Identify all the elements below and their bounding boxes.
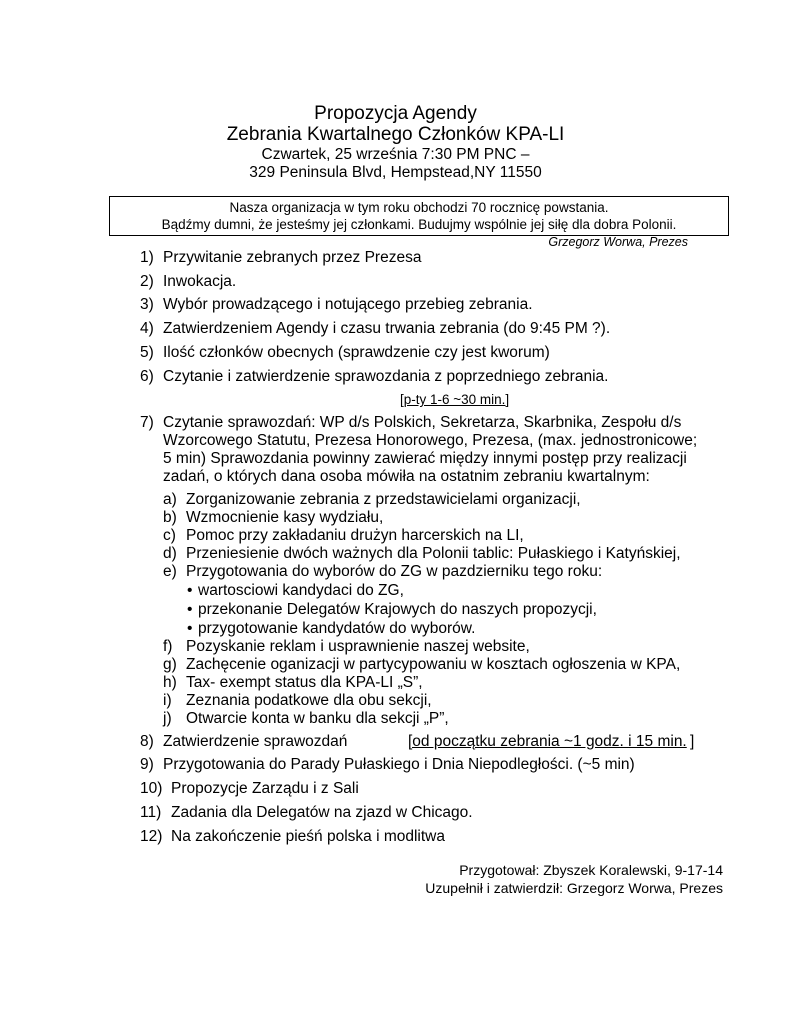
bullet-icon: • <box>187 601 193 618</box>
agenda-item-text: 5 min) Sprawozdania powinny zawierać między innymi postęp przy realizacji <box>163 450 687 467</box>
subitem-text: Pomoc przy zakładaniu drużyn harcerskich na LI, <box>186 527 524 544</box>
prepared-by: Przygotował: Zbyszek Koralewski, 9-17-14 <box>459 862 723 878</box>
agenda-item-number: 6) <box>140 368 154 385</box>
agenda-item-number: 2) <box>140 273 154 290</box>
notice-line-2: Bądźmy dumni, że jesteśmy jej członkami. Budujmy wspólnie jej siłę dla dobra Polonii. <box>161 217 677 232</box>
agenda-item-text: Zatwierdzenie sprawozdań <box>163 733 348 750</box>
agenda-item <box>140 249 154 267</box>
subitem-text: Zachęcenie oganizacji w partycypowaniu w kosztach ogłoszenia w KPA, <box>186 656 681 673</box>
subitem-letter: h) <box>163 674 177 691</box>
agenda-item-number: 3) <box>140 296 154 313</box>
subitem-text: Przygotowania do wyborów do ZG w pazdzierniku tego roku: <box>186 563 603 580</box>
agenda-item-number: 5) <box>140 344 154 361</box>
agenda-item-number: 8) <box>140 733 154 750</box>
notice-signature: Grzegorz Worwa, Prezes <box>548 235 688 249</box>
agenda-item-number: 11) <box>140 804 162 821</box>
subitem-letter: d) <box>163 545 177 562</box>
agenda-item-text: Zadania dla Delegatów na zjazd w Chicago. <box>171 804 473 821</box>
agenda-item-text: Na zakończenie pieśń polska i modlitwa <box>171 828 445 845</box>
agenda-item-number: 12) <box>140 828 163 845</box>
bullet-icon: • <box>187 582 193 599</box>
agenda-item-number: 9) <box>140 756 154 773</box>
agenda-item-number: 4) <box>140 320 154 337</box>
bullet-text: przekonanie Delegatów Krajowych do naszych propozycji, <box>198 601 597 618</box>
subitem-text: Tax- exempt status dla KPA-LI „S”, <box>186 674 423 691</box>
bullet-icon: • <box>187 620 193 637</box>
agenda-item-number: 7) <box>140 414 154 431</box>
agenda-item-text: zadań, o których dana osoba mówiła na ostatnim zebraniu kwartalnym: <box>163 468 650 485</box>
meeting-address: 329 Peninsula Blvd, Hempstead,NY 11550 <box>249 164 542 181</box>
agenda-item-text: Wybór prowadzącego i notującego przebieg zebrania. <box>163 296 533 313</box>
agenda-item-number: 10) <box>140 780 163 797</box>
subitem-letter: i) <box>163 692 172 709</box>
subitem-text: Wzmocnienie kasy wydziału, <box>186 509 384 526</box>
subitem-text: Zeznania podatkowe dla obu sekcji, <box>186 692 432 709</box>
agenda-item-text: Czytanie sprawozdań: WP d/s Polskich, Sekretarza, Skarbnika, Zespołu d/s <box>163 414 682 431</box>
time-note: [p-ty 1-6 ~30 min.] <box>400 392 510 407</box>
subitem-text: Pozyskanie reklam i usprawnienie naszej website, <box>186 638 530 655</box>
time-note: [od początku zebrania ~1 godz. i 15 min. <box>408 733 687 750</box>
notice-line-1: Nasza organizacja w tym roku obchodzi 70 rocznicę powstania. <box>229 200 609 215</box>
meeting-date: Czwartek, 25 września 7:30 PM PNC – <box>261 146 530 163</box>
bullet-text: wartosciowi kandydaci do ZG, <box>198 582 404 599</box>
agenda-item-text: Zatwierdzeniem Agendy i czasu trwania zebrania (do 9:45 PM ?). <box>163 320 611 337</box>
subitem-letter: f) <box>163 638 173 655</box>
agenda-item-text: Czytanie i zatwierdzenie sprawozdania z poprzedniego zebrania. <box>163 368 609 385</box>
subitem-letter: a) <box>163 491 177 508</box>
subitem-letter: j) <box>163 710 172 727</box>
agenda-item-text: Przywitanie zebranych przez Prezesa <box>163 249 422 266</box>
approved-by: Uzupełnił i zatwierdził: Grzegorz Worwa, Prezes <box>425 880 723 896</box>
agenda-item-text: Propozycje Zarządu i z Sali <box>171 780 359 797</box>
document-subtitle: Zebrania Kwartalnego Członków KPA-LI <box>226 124 565 145</box>
agenda-item-text: Wzorcowego Statutu, Prezesa Honorowego, Prezesa, (max. jednostronicowe; <box>163 432 698 449</box>
agenda-item-text: Inwokacja. <box>163 273 237 290</box>
agenda-item-text: Przygotowania do Parady Pułaskiego i Dnia Niepodległości. (~5 min) <box>163 756 635 773</box>
subitem-letter: c) <box>163 527 176 544</box>
subitem-text: Otwarcie konta w banku dla sekcji „P”, <box>186 710 449 727</box>
subitem-letter: b) <box>163 509 177 526</box>
agenda-item-number: 1) <box>140 249 154 266</box>
bullet-text: przygotowanie kandydatów do wyborów. <box>198 620 476 637</box>
document-title: Propozycja Agendy <box>314 103 477 124</box>
agenda-item-text: Ilość członków obecnych (sprawdzenie czy jest kworum) <box>163 344 550 361</box>
subitem-text: Zorganizowanie zebrania z przedstawicielami organizacji, <box>186 491 581 508</box>
subitem-text: Przeniesienie dwóch ważnych dla Polonii tablic: Pułaskiego i Katyńskiej, <box>186 545 681 562</box>
time-note-end: ] <box>690 733 695 750</box>
subitem-letter: g) <box>163 656 177 673</box>
subitem-letter: e) <box>163 563 177 580</box>
notice-box <box>109 196 729 236</box>
